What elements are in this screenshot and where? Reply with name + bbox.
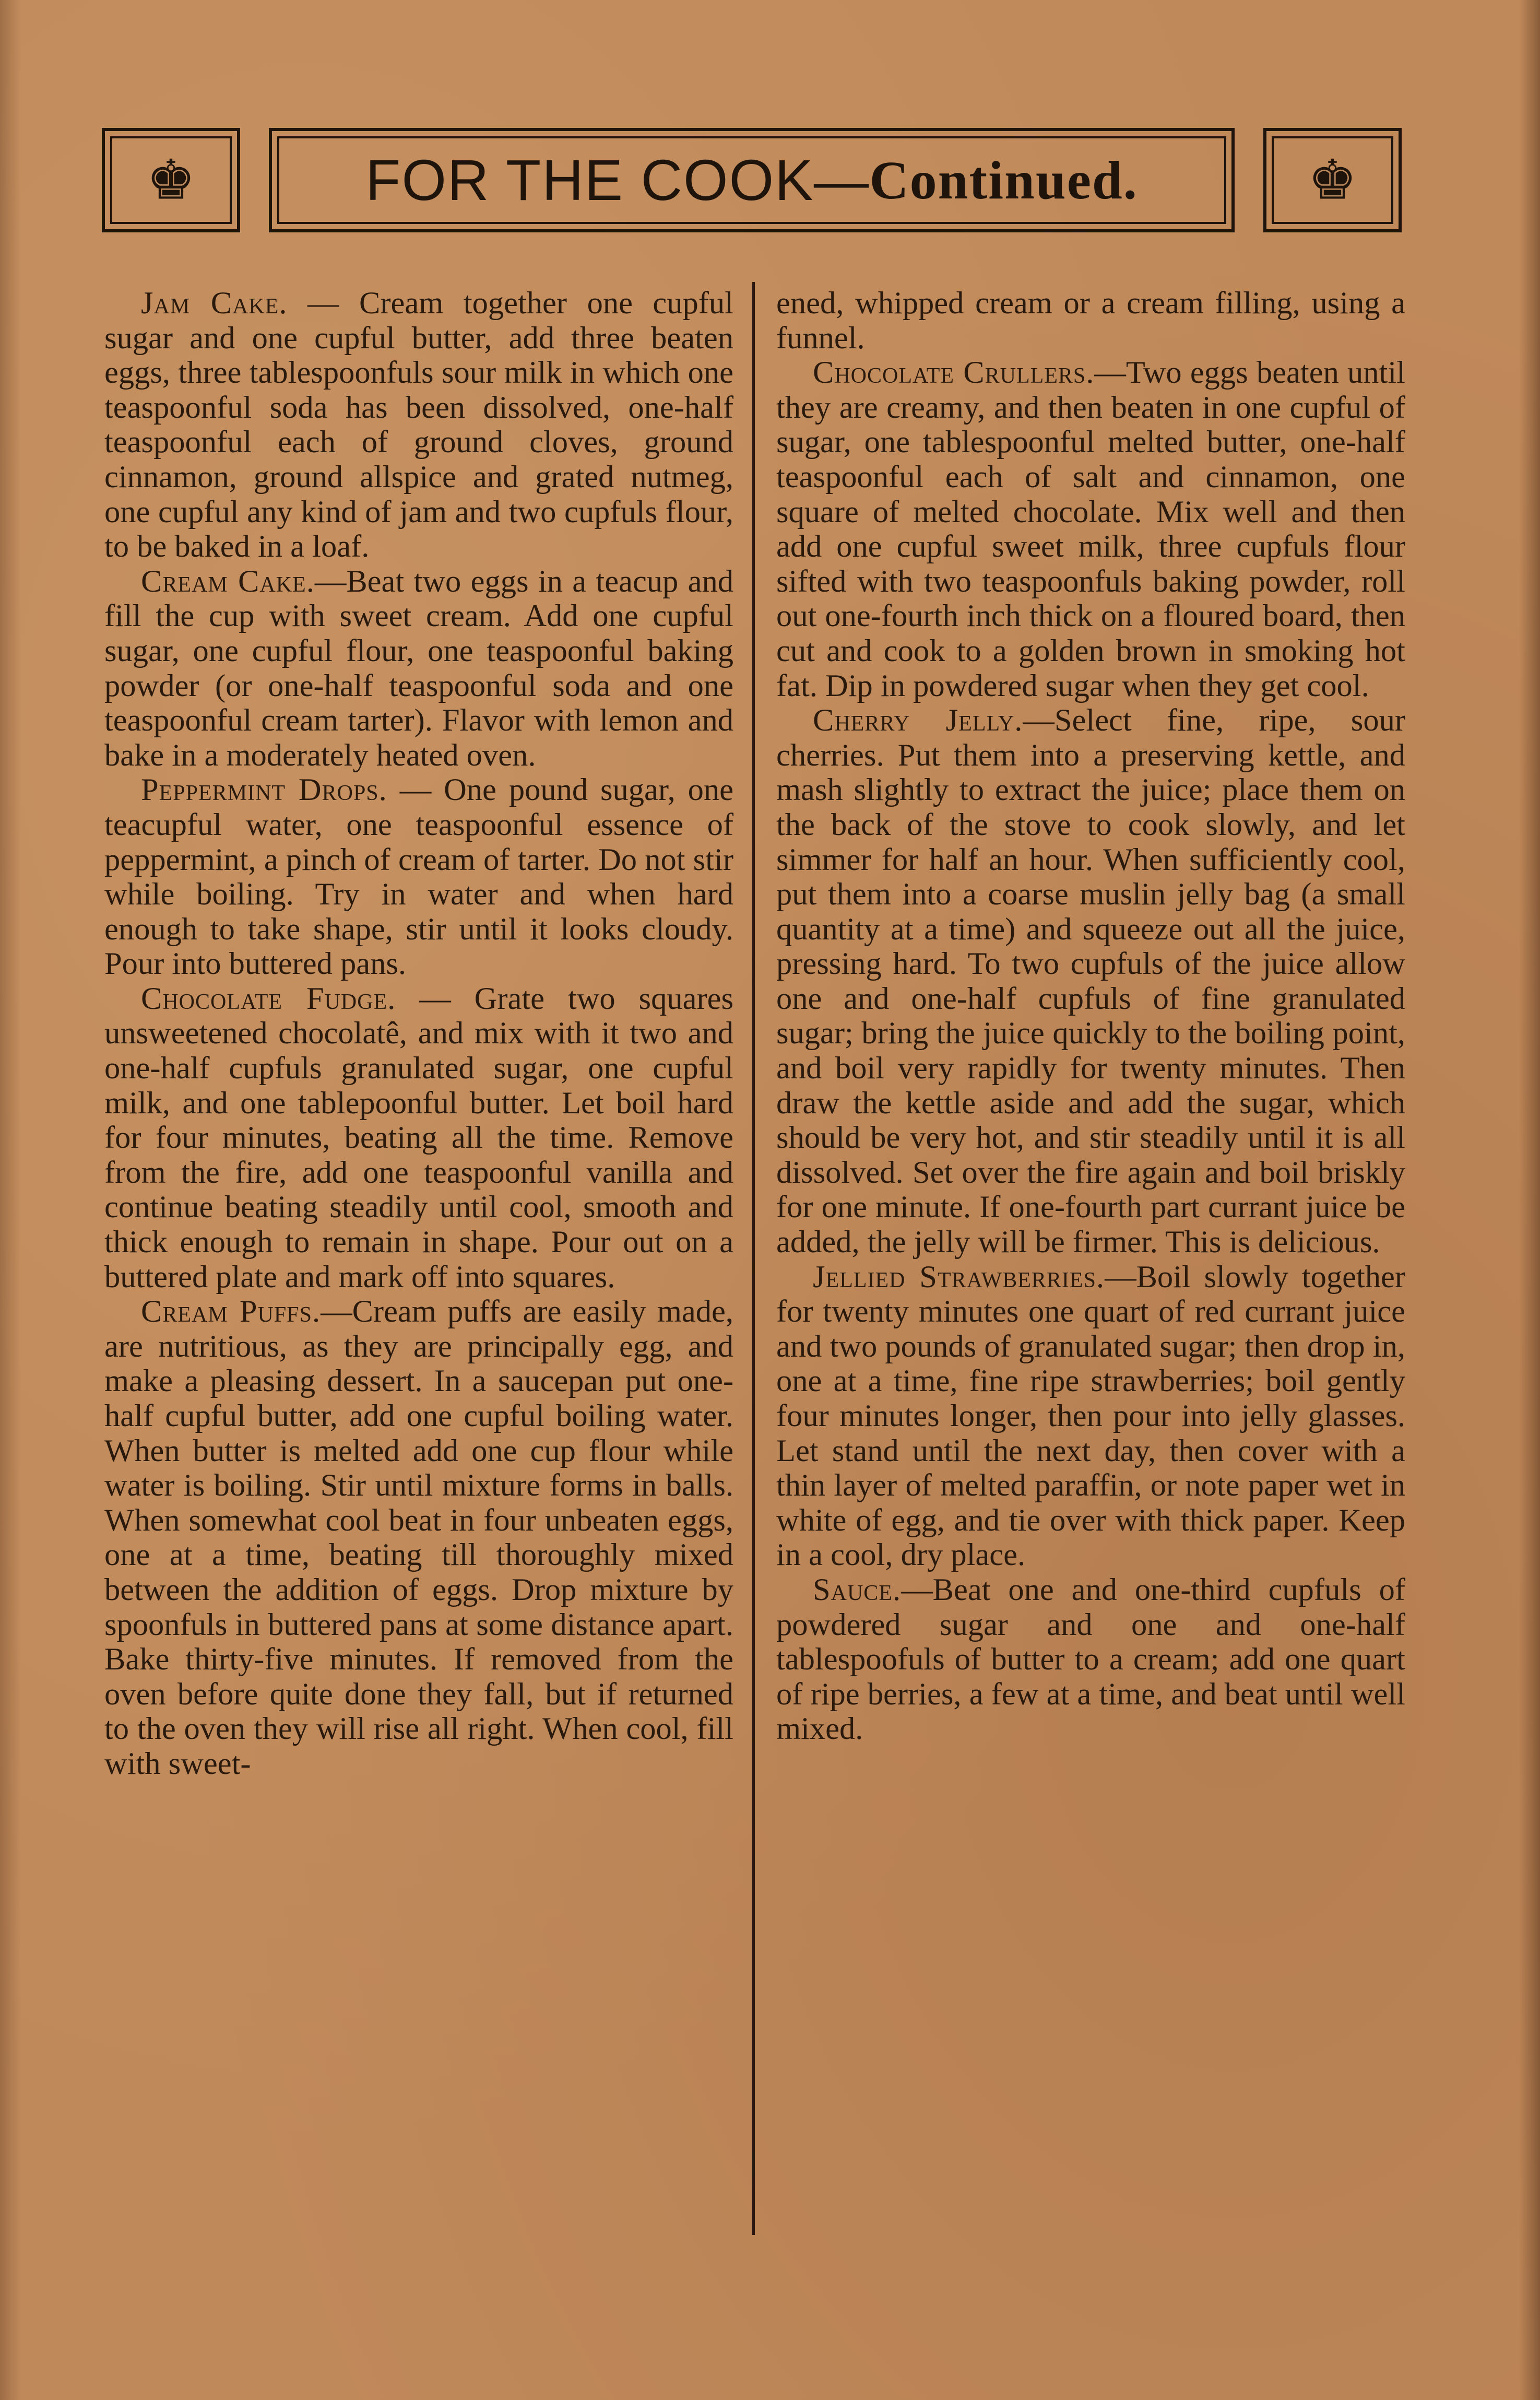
right-ornament-box xyxy=(1263,128,1402,232)
recipe-cream-cake xyxy=(104,564,733,773)
recipe-chocolate-crullers xyxy=(776,356,1405,703)
page-header xyxy=(102,128,1402,232)
recipe-title: Sauce. xyxy=(813,1572,902,1607)
fleur-ornament-icon: ♚ xyxy=(146,148,196,212)
recipe-jellied-strawberries xyxy=(776,1260,1405,1573)
recipe-jam-cake xyxy=(104,286,733,564)
title-box xyxy=(269,128,1235,232)
title-main: FOR THE COOK xyxy=(365,148,814,213)
recipe-title: Peppermint Drops. xyxy=(141,772,387,808)
title-suffix: —Continued. xyxy=(814,150,1138,210)
cream-puffs-continuation: ened, whipped cream or a cream filling, using a funnel. xyxy=(776,286,1405,356)
recipe-title: Cream Puffs. xyxy=(141,1294,321,1330)
recipe-peppermint-drops xyxy=(104,773,733,982)
recipe-title: Cherry Jelly. xyxy=(813,703,1023,738)
recipe-body: —Beat one and one-third cupfuls of powdered sugar and one and one-half tablespoofuls of butter to a cream; add one quart of ripe berries, a few at a time, and beat until well mixed. xyxy=(776,1572,1405,1747)
page-title xyxy=(272,131,1231,229)
recipe-sauce xyxy=(776,1573,1405,1747)
recipe-chocolate-fudge xyxy=(104,982,733,1295)
recipe-body: — Cream together one cupful sugar and one cupful butter, add three beaten eggs, three tablespoonfuls sour milk in which one teaspoonful soda has been dissolved, one-half teaspoonful each of ground cloves, ground cinnamon, ground allspice and grated nutmeg, one cupful any kind of jam and two cupfuls flour, to be baked in a loaf. xyxy=(104,286,733,564)
column-divider xyxy=(752,282,755,2235)
recipe-title: Chocolate Crullers. xyxy=(813,355,1095,391)
recipe-body: —Beat two eggs in a teacup and fill the cup with sweet cream. Add one cupful sugar, one cupful flour, one teaspoonful baking powder (or one-half teaspoonful soda and one teaspoonful cream tarter). Flavor with lemon and bake in a moderately heated oven. xyxy=(104,563,733,773)
recipe-body: —Boil slowly together for twenty minutes one quart of red currant juice and two pounds of granulated sugar; then drop in, one at a time, fine ripe strawberries; boil gently four minutes longer, then pour into jelly glasses. Let stand until the next day, then cover with a thin layer of melted paraffin, or note paper wet in white of egg, and tie over with thick paper. Keep in a cool, dry place. xyxy=(776,1259,1406,1573)
left-column xyxy=(104,286,733,1782)
recipe-title: Jellied Strawberries. xyxy=(813,1259,1105,1295)
recipe-body: —Select fine, ripe, sour cherries. Put them into a preserving kettle, and mash slightly to extract the juice; place them on the back of the stove to cook slowly, and let simmer for half an hour. When sufficiently cool, put them into a coarse muslin jelly bag (a small quantity at a time) and squeeze out all the juice, pressing hard. To two cupfuls of the juice allow one and one-half cupfuls of fine granulated sugar; bring the juice quickly to the boiling point, and boil very rapidly for twenty minutes. Then draw the kettle aside and add the sugar, which should be very hot, and stir steadily until it is all dissolved. Set over the fire again and boil briskly for one minute. If one-fourth part currant juice be added, the jelly will be firmer. This is delicious. xyxy=(776,703,1405,1260)
recipe-body: —Cream puffs are easily made, are nutritious, as they are principally egg, and make a pleasing dessert. In a saucepan put one-half cupful butter, add one cupful boiling water. When butter is melted add one cup flour while water is boiling. Stir until mixture forms in balls. When somewhat cool beat in four unbeaten eggs, one at a time, beating till thoroughly mixed between the addition of eggs. Drop mixture by spoonfuls in buttered pans at some distance apart. Bake thirty-five minutes. If removed from the oven before quite done they fall, but if returned to the oven they will rise all right. When cool, fill with sweet- xyxy=(104,1294,733,1781)
recipe-cherry-jelly xyxy=(776,703,1405,1260)
recipe-cream-puffs xyxy=(104,1295,733,1781)
page-edge-left xyxy=(0,0,21,2400)
right-column xyxy=(776,286,1405,1747)
recipe-title: Cream Cake. xyxy=(141,563,315,599)
fleur-ornament-icon: ♚ xyxy=(1308,148,1357,212)
recipe-body: —Two eggs beaten until they are creamy, and then beaten in one cupful of sugar, one tablespoonful melted butter, one-half teaspoonful each of salt and cinnamon, one square of melted chocolate. Mix well and then add one cupful sweet milk, three cupfuls flour sifted with two teaspoonfuls baking powder, roll out one-fourth inch thick on a floured board, then cut and cook to a golden brown in smoking hot fat. Dip in powdered sugar when they get cool. xyxy=(776,355,1405,703)
recipe-body: — Grate two squares unsweetened chocolatê, and mix with it two and one-half cupfuls granulated sugar, one cupful milk, and one tablepoonful butter. Let boil hard for four minutes, beating all the time. Remove from the fire, add one teaspoonful vanilla and continue beating steadily until cool, smooth and thick enough to remain in shape. Pour out on a buttered plate and mark off into squares. xyxy=(104,981,733,1295)
left-ornament-box xyxy=(102,128,240,232)
recipe-title: Chocolate Fudge. xyxy=(141,981,396,1016)
recipe-body: — One pound sugar, one teacupful water, one teaspoonful essence of peppermint, a pinch of cream of tarter. Do not stir while boiling. Try in water and when hard enough to take shape, stir until it looks cloudy. Pour into buttered pans. xyxy=(104,772,733,982)
recipe-title: Jam Cake. xyxy=(141,286,288,321)
page-edge-right xyxy=(1519,0,1540,2400)
